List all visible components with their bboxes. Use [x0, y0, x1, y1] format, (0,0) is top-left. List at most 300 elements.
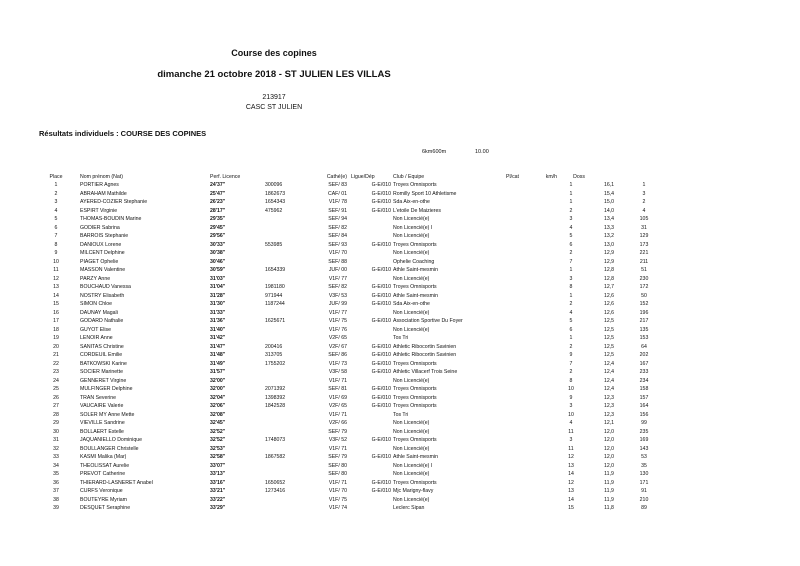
cell-place-in-category: 3 — [569, 275, 573, 282]
cell-speed: 12,0 — [603, 428, 615, 435]
cell-ligue: G-E/010 — [371, 360, 391, 367]
cell-name: MILCENT Delphine — [80, 250, 125, 256]
cell-speed: 12,3 — [603, 403, 615, 409]
cell-name: SIMON Chloe — [80, 301, 112, 307]
cell-speed: 12,8 — [603, 275, 615, 282]
cell-place: 21 — [53, 352, 59, 358]
cell-place-in-category: 4 — [569, 224, 573, 231]
cell-club: Non Licencié(e) — [393, 326, 430, 333]
cell-name: MULFINGER Delphine — [80, 386, 133, 392]
cell-category: SEF/ 83 — [328, 182, 347, 188]
cell-spacer — [519, 300, 557, 309]
cell-perf: 33'16'' — [210, 479, 226, 486]
cell-bib: 169 — [639, 437, 649, 443]
cell-licence — [265, 496, 305, 505]
cell-spacer — [465, 300, 519, 309]
cell-place-in-category: 2 — [569, 301, 573, 307]
cell-spacer — [465, 343, 519, 352]
cell-spacer — [465, 224, 519, 233]
cell-place: 35 — [53, 471, 59, 477]
table-row — [40, 419, 655, 428]
cell-place-in-category: 1 — [569, 335, 573, 341]
cell-speed: 12,0 — [603, 445, 615, 452]
cell-bib: 89 — [641, 505, 647, 511]
cell-perf: 32'52'' — [210, 437, 226, 443]
cell-spacer — [519, 360, 557, 369]
cell-speed: 12,3 — [603, 411, 615, 418]
cell-speed: 12,0 — [603, 454, 615, 460]
cell-name: PARZY Anne — [80, 275, 111, 282]
cell-spacer — [465, 309, 519, 318]
cell-speed: 12,5 — [603, 326, 615, 333]
cell-ligue: G-E/010 — [371, 369, 391, 375]
table-row — [40, 487, 655, 496]
cell-place-in-category: 5 — [569, 318, 573, 324]
table-row — [40, 436, 655, 445]
cell-ligue: G-E/010 — [371, 343, 391, 350]
cell-place: 23 — [53, 369, 59, 375]
cell-spacer — [519, 385, 557, 394]
table-row — [40, 445, 655, 454]
cell-bib: 202 — [639, 352, 649, 358]
table-row — [40, 428, 655, 437]
cell-name: VIEVILLE Sandrine — [80, 420, 125, 426]
cell-category: V2F/ 65 — [328, 335, 347, 341]
col-bib — [633, 173, 655, 181]
cell-club: Sda Aix-en-othe — [393, 199, 430, 205]
cell-place: 26 — [53, 394, 59, 401]
cell-perf: 32'00'' — [210, 386, 226, 392]
table-row — [40, 275, 655, 284]
cell-licence: 1842528 — [265, 403, 286, 409]
cell-place: 18 — [53, 326, 59, 333]
cell-bib: 135 — [639, 326, 649, 333]
cell-perf: 31'40'' — [210, 326, 226, 333]
cell-name: SANITAS Christine — [80, 343, 124, 350]
cell-category: V1F/ 74 — [328, 505, 347, 511]
cell-speed: 12,5 — [603, 335, 615, 341]
cell-club: Tos Tri — [393, 335, 409, 341]
cell-name: DESQUET Seraphine — [80, 505, 131, 511]
table-row — [40, 470, 655, 479]
col-name: Nom prénom (Nat) — [80, 174, 123, 180]
cell-place-in-category: 6 — [569, 326, 573, 333]
cell-club: Troyes Omnisports — [393, 394, 437, 401]
cell-spacer — [519, 445, 557, 454]
table-row — [40, 292, 655, 301]
cell-category: V1F/ 73 — [328, 360, 347, 367]
cell-place-in-category: 12 — [568, 454, 574, 460]
cell-place-in-category: 5 — [569, 233, 573, 239]
cell-licence: 313705 — [265, 352, 283, 358]
cell-spacer — [519, 394, 557, 403]
cell-spacer — [519, 351, 557, 360]
cell-ligue: G-E/010 — [371, 488, 391, 494]
cell-bib: 235 — [639, 428, 649, 435]
cell-place-in-category: 11 — [568, 428, 574, 435]
cell-speed: 12,4 — [603, 369, 615, 375]
cell-place-in-category: 1 — [569, 182, 573, 188]
cell-ligue — [347, 224, 393, 233]
table-row — [40, 241, 655, 250]
col-perf-licence: Perf. Licence — [210, 174, 241, 180]
cell-spacer — [465, 275, 519, 284]
results-table — [40, 173, 655, 513]
cell-place: 1 — [54, 182, 58, 188]
cell-perf: 32'06'' — [210, 403, 226, 409]
cell-ligue: G-E/010 — [371, 301, 391, 307]
cell-place: 30 — [53, 428, 59, 435]
cell-spacer — [465, 436, 519, 445]
cell-club: Non Licencié(e) — [393, 377, 430, 384]
cell-club: Troyes Omnisports — [393, 360, 437, 367]
cell-perf: 31'49'' — [210, 360, 226, 367]
table-row — [40, 283, 655, 292]
table-row — [40, 258, 655, 267]
cell-speed: 12,7 — [603, 284, 615, 290]
cell-ligue — [347, 496, 393, 505]
cell-spacer — [465, 190, 519, 199]
cell-ligue: G-E/010 — [371, 199, 391, 205]
cell-category: SEF/ 79 — [328, 454, 347, 460]
cell-place: 31 — [53, 437, 59, 443]
cell-speed: 11,8 — [604, 505, 614, 511]
cell-licence — [265, 411, 305, 420]
cell-place-in-category: 4 — [569, 420, 573, 426]
cell-place: 17 — [53, 318, 59, 324]
cell-spacer — [519, 326, 557, 335]
cell-place: 14 — [53, 292, 59, 299]
cell-spacer — [519, 275, 557, 284]
cell-name: DANIOUX Lorene — [80, 241, 122, 248]
cell-speed: 11,9 — [604, 496, 614, 503]
cell-licence: 1273416 — [265, 488, 286, 494]
cell-name: PIAGET Ophelie — [80, 258, 119, 265]
cell-perf: 28'17'' — [210, 207, 226, 214]
cell-bib: 211 — [639, 258, 649, 265]
cell-place: 20 — [53, 343, 59, 350]
cell-perf: 31'33'' — [210, 309, 226, 316]
cell-spacer — [519, 419, 557, 428]
cell-ligue — [347, 419, 393, 428]
cell-club: Mjc Marigny-flavy — [393, 488, 434, 494]
cell-bib: 158 — [639, 386, 649, 392]
cell-ligue — [347, 445, 393, 454]
col-cat: Cathé(e) — [326, 174, 347, 180]
cell-category: V1F/ 70 — [328, 250, 347, 256]
cell-club: Troyes Omnisports — [393, 403, 437, 409]
cell-speed: 11,9 — [604, 471, 614, 477]
cell-spacer — [519, 487, 557, 496]
cell-speed: 12,4 — [603, 377, 615, 384]
cell-name: PREVOT Catherine — [80, 471, 126, 477]
cell-speed: 12,6 — [603, 292, 615, 299]
cell-spacer — [519, 343, 557, 352]
cell-bib: 99 — [641, 420, 647, 426]
cell-bib: 171 — [639, 479, 649, 486]
cell-licence — [265, 232, 305, 241]
cell-place-in-category: 1 — [569, 267, 573, 273]
cell-licence — [265, 249, 305, 258]
cell-place-in-category: 2 — [569, 250, 573, 256]
cell-club: Non Licencié(e) I — [393, 462, 433, 469]
cell-name: BOUCHAUD Vanessa — [80, 284, 131, 290]
cell-category: SEF/ 79 — [328, 428, 347, 435]
cell-perf: 30'59'' — [210, 267, 226, 273]
cell-category: V1F/ 78 — [328, 199, 347, 205]
cell-spacer — [519, 232, 557, 241]
cell-category: JUF/ 99 — [328, 301, 347, 307]
cell-spacer — [465, 394, 519, 403]
cell-ligue: G-E/010 — [371, 479, 391, 486]
cell-category: SEF/ 84 — [328, 233, 347, 239]
table-row — [40, 334, 655, 343]
cell-place-in-category: 14 — [568, 496, 574, 503]
cell-spacer — [465, 232, 519, 241]
cell-ligue — [347, 504, 393, 513]
cell-name: BOULLANGER Christelle — [80, 445, 139, 452]
race-start-time: 10.00 — [475, 149, 489, 155]
col-doss: Doss — [573, 174, 585, 180]
cell-name: NOSTRY Elisabeth — [80, 292, 125, 299]
cell-place: 22 — [53, 360, 59, 367]
table-row — [40, 300, 655, 309]
cell-name: PORTIER Agnes — [80, 182, 119, 188]
cell-spacer — [465, 368, 519, 377]
cell-club: Tos Tri — [393, 411, 409, 418]
cell-perf: 31'30'' — [210, 301, 226, 307]
cell-spacer — [465, 283, 519, 292]
race-distance: 6km600m — [422, 149, 447, 155]
cell-club: Troyes Omnisports — [393, 182, 437, 188]
cell-spacer — [519, 479, 557, 488]
cell-ligue — [347, 249, 393, 258]
cell-perf: 32'53'' — [210, 445, 226, 452]
cell-spacer — [519, 181, 557, 190]
cell-ligue: G-E/010 — [371, 284, 391, 290]
cell-club: Troyes Omnisports — [393, 386, 437, 392]
table-row — [40, 453, 655, 462]
cell-place-in-category: 8 — [569, 377, 573, 384]
cell-place: 3 — [54, 199, 58, 205]
cell-place: 12 — [53, 275, 59, 282]
cell-place-in-category: 9 — [569, 394, 573, 401]
cell-speed: 12,4 — [603, 360, 615, 367]
cell-licence: 1398392 — [265, 394, 286, 401]
cell-perf: 30'33'' — [210, 241, 226, 248]
cell-ligue: G-E/010 — [371, 394, 391, 401]
cell-ligue — [347, 462, 393, 471]
cell-bib: 167 — [639, 360, 649, 367]
cell-place-in-category: 8 — [569, 284, 573, 290]
cell-category: V3F/ 53 — [328, 292, 347, 299]
cell-spacer — [465, 453, 519, 462]
col-kmh: km/h — [545, 174, 557, 180]
cell-licence: 1748073 — [265, 437, 286, 443]
cell-category: V1F/ 70 — [328, 488, 347, 494]
cell-speed: 12,5 — [603, 343, 615, 350]
cell-place-in-category: 3 — [569, 403, 573, 409]
cell-licence: 2071392 — [265, 386, 286, 392]
cell-licence — [265, 215, 305, 224]
cell-speed: 12,5 — [603, 318, 615, 324]
cell-club: Troyes Omnisports — [393, 479, 437, 486]
cell-club: Athle Saint-mesmin — [393, 292, 438, 299]
table-row — [40, 317, 655, 326]
cell-perf: 33'21'' — [210, 488, 226, 494]
cell-place: 25 — [53, 386, 59, 392]
cell-category: V1F/ 76 — [328, 326, 347, 333]
cell-category: SEF/ 82 — [328, 284, 347, 290]
organizer: CASC ST JULIEN — [245, 104, 303, 111]
cell-club: Troyes Omnisports — [393, 284, 437, 290]
cell-licence: 475962 — [265, 207, 283, 214]
table-row — [40, 224, 655, 233]
cell-name: THEOLISSAT Aurelie — [80, 462, 130, 469]
cell-category: V1F/ 75 — [328, 318, 347, 324]
cell-name: DAUNAY Magali — [80, 309, 118, 316]
cell-ligue: G-E/010 — [371, 352, 391, 358]
cell-bib: 221 — [639, 250, 649, 256]
cell-licence — [265, 504, 305, 513]
table-row — [40, 462, 655, 471]
cell-place: 4 — [54, 207, 58, 214]
cell-place: 9 — [54, 250, 58, 256]
cell-place-in-category: 15 — [568, 505, 574, 511]
cell-speed: 12,6 — [603, 309, 615, 316]
cell-category: V3F/ 52 — [328, 437, 347, 443]
cell-speed: 12,1 — [603, 420, 615, 426]
cell-spacer — [465, 215, 519, 224]
cell-name: JAQUANIELLO Dominique — [80, 437, 142, 443]
cell-speed: 12,8 — [603, 267, 615, 273]
cell-speed: 11,9 — [604, 479, 614, 486]
cell-place: 36 — [53, 479, 59, 486]
table-row — [40, 215, 655, 224]
cell-ligue: G-E/010 — [371, 190, 391, 197]
cell-spacer — [519, 411, 557, 420]
cell-ligue: G-E/010 — [371, 403, 391, 409]
cell-ligue: G-E/010 — [371, 292, 391, 299]
cell-category: V1F/ 69 — [328, 394, 347, 401]
cell-spacer — [519, 402, 557, 411]
cell-name: CORDEUIL Emilie — [80, 352, 123, 358]
cell-spacer — [465, 317, 519, 326]
cell-licence — [265, 275, 305, 284]
cell-category: SEF/ 94 — [328, 216, 347, 222]
col-place: Place — [49, 174, 63, 180]
cell-club: Athletic Ribocortin Savinien — [393, 343, 457, 350]
cell-place: 38 — [53, 496, 59, 503]
cell-category: V2F/ 67 — [328, 343, 347, 350]
cell-licence — [265, 334, 305, 343]
cell-perf: 29'45'' — [210, 224, 226, 231]
cell-spacer — [519, 496, 557, 505]
cell-speed: 13,3 — [603, 224, 615, 231]
cell-place-in-category: 10 — [568, 386, 574, 392]
cell-spacer — [465, 496, 519, 505]
cell-place-in-category: 14 — [568, 471, 574, 477]
cell-bib: 64 — [641, 343, 647, 350]
cell-bib: 3 — [642, 190, 646, 197]
cell-category: V1F/ 77 — [328, 275, 347, 282]
cell-speed: 12,9 — [603, 250, 615, 256]
cell-licence — [265, 377, 305, 386]
table-row — [40, 326, 655, 335]
cell-place-in-category: 7 — [569, 258, 573, 265]
cell-licence: 1625671 — [265, 318, 286, 324]
cell-licence: 200416 — [265, 343, 283, 350]
cell-place: 15 — [53, 301, 59, 307]
cell-name: KASMI Malika (Mar) — [80, 454, 127, 460]
cell-ligue — [347, 215, 393, 224]
cell-spacer — [519, 249, 557, 258]
cell-perf: 32'00'' — [210, 377, 226, 384]
cell-club: Non Licencié(e) — [393, 250, 430, 256]
table-row — [40, 343, 655, 352]
cell-licence: 1654339 — [265, 267, 286, 273]
cell-category: V1F/ 77 — [328, 309, 347, 316]
cell-perf: 30'46'' — [210, 258, 226, 265]
cell-licence — [265, 309, 305, 318]
table-row — [40, 496, 655, 505]
cell-category: SEF/ 82 — [328, 224, 347, 231]
cell-perf: 31'03'' — [210, 275, 226, 282]
cell-category: SEF/ 86 — [328, 352, 347, 358]
col-speed — [585, 173, 633, 181]
cell-speed: 13,2 — [603, 233, 615, 239]
cell-place-in-category: 1 — [569, 199, 573, 205]
cell-place: 5 — [54, 216, 58, 222]
cell-club: Romilly Sport 10 Athletisme — [393, 190, 457, 197]
cell-place-in-category: 1 — [569, 292, 573, 299]
section-title: Résultats individuels : COURSE DES COPINES — [39, 129, 207, 138]
cell-spacer — [465, 207, 519, 216]
cell-bib: 130 — [639, 471, 649, 477]
cell-perf: 25'47'' — [210, 190, 226, 197]
cell-bib: 53 — [641, 454, 647, 460]
cell-ligue — [347, 232, 393, 241]
cell-name: MASSON Valentine — [80, 267, 126, 273]
cell-name: GENNERET Virgine — [80, 377, 127, 384]
cell-licence — [265, 258, 305, 267]
table-row — [40, 411, 655, 420]
cell-speed: 13,4 — [603, 216, 615, 222]
cell-place: 37 — [53, 488, 59, 494]
cell-name: TRAN Severine — [80, 394, 117, 401]
cell-club: L'etoile De Maizieres — [393, 207, 441, 214]
cell-spacer — [519, 334, 557, 343]
cell-spacer — [465, 249, 519, 258]
cell-spacer — [519, 190, 557, 199]
table-row — [40, 198, 655, 207]
cell-place: 39 — [53, 505, 59, 511]
cell-club: Troyes Omnisports — [393, 241, 437, 248]
cell-place: 11 — [53, 267, 59, 273]
cell-club: Athletic Villacerf Trois Seine — [393, 369, 458, 375]
cell-spacer — [465, 292, 519, 301]
cell-perf: 32'08'' — [210, 411, 226, 418]
cell-name: SOCIER Marinette — [80, 369, 123, 375]
cell-club: Athle Saint-mesmin — [393, 267, 438, 273]
cell-perf: 32'04'' — [210, 394, 226, 401]
table-row — [40, 309, 655, 318]
cell-licence — [265, 224, 305, 233]
cell-ligue — [347, 326, 393, 335]
cell-spacer — [519, 224, 557, 233]
cell-place: 24 — [53, 377, 59, 384]
cell-name: BOLLAERT Estelle — [80, 428, 124, 435]
